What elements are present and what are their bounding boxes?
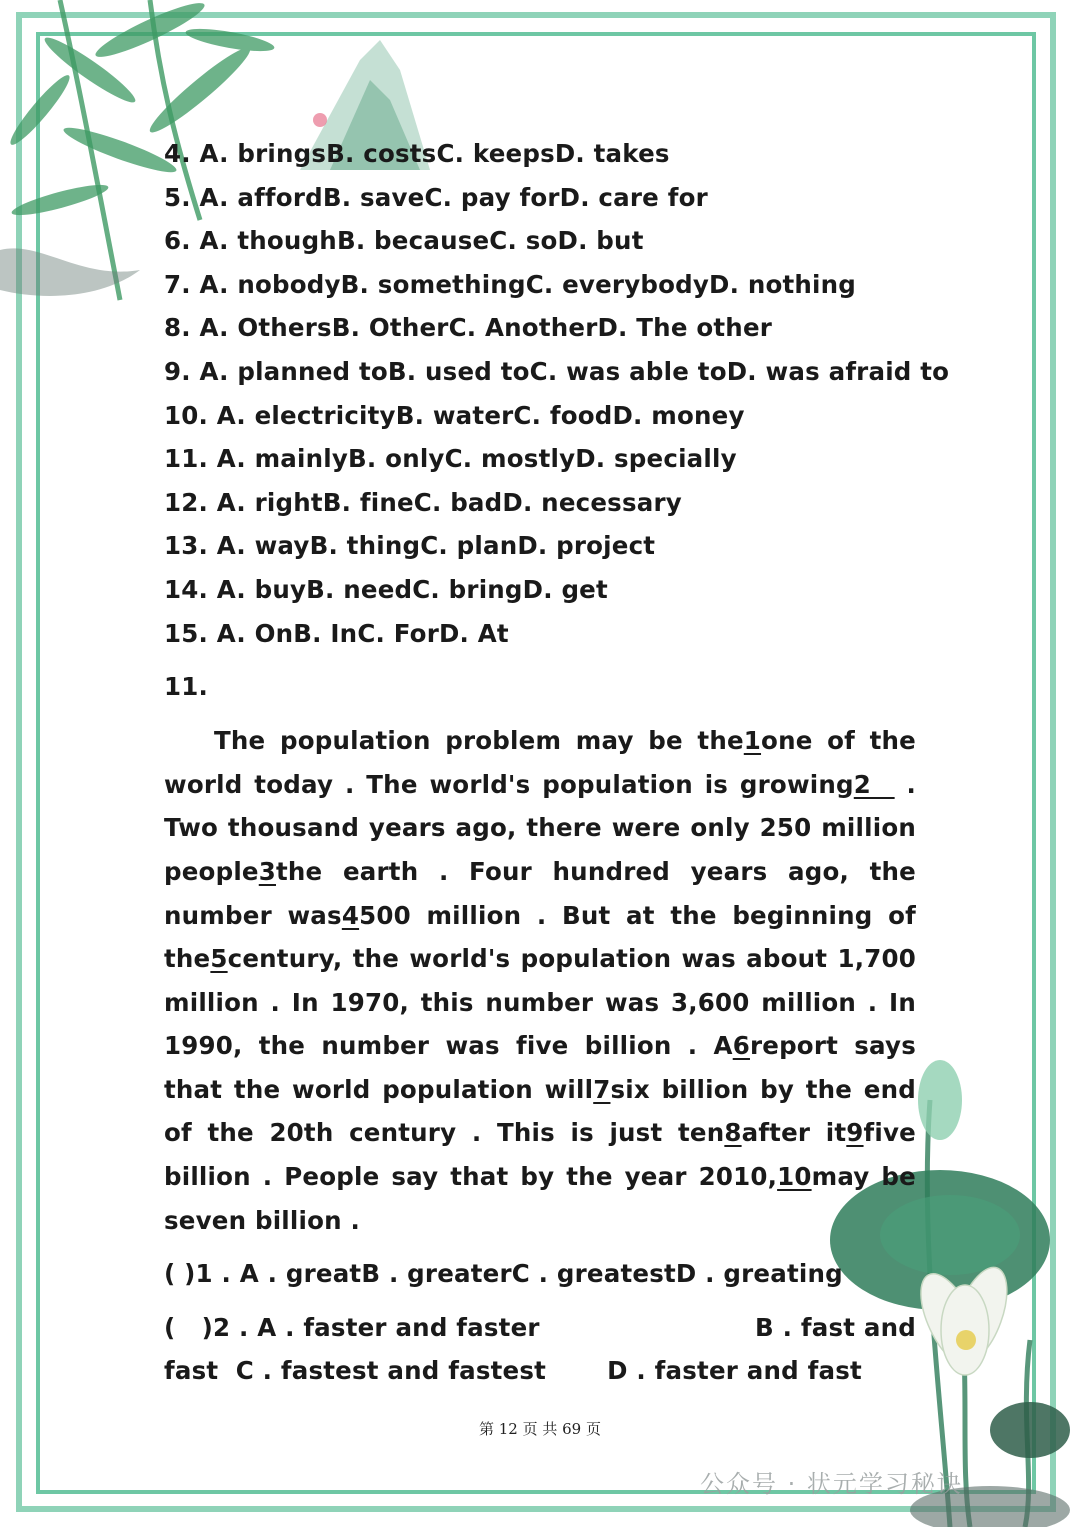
question-2-right: B . fast and <box>755 1312 916 1342</box>
passage-text: report says that the world population will <box>164 1031 916 1104</box>
blank-9: 9 <box>846 1118 864 1148</box>
option-line: 15. A. OnB. InC. ForD. At <box>164 618 509 648</box>
option-line: 10. A. electricityB. waterC. foodD. money <box>164 400 745 430</box>
blank-10: 10 <box>777 1162 812 1192</box>
option-line: 4. A. bringsB. costsC. keepsD. takes <box>164 139 670 168</box>
watermark: 公众号 · 状元学习秘诀 <box>700 1470 963 1498</box>
passage-text: . Two thousand years ago, there were only 250 million people <box>164 769 916 886</box>
option-line: 12. A. rightB. fineC. badD. necessary <box>164 487 682 517</box>
passage-text: five billion . People say that by the year 2010, <box>164 1118 916 1192</box>
question-number: 11. <box>164 672 209 702</box>
option-line: 5. A. affordB. saveC. pay forD. care for <box>164 182 708 212</box>
option-line: 8. A. OthersB. OtherC. AnotherD. The other <box>164 313 773 343</box>
option-line: 11. A. mainlyB. onlyC. mostlyD. specially <box>164 444 737 474</box>
cloze-passage <box>164 719 916 1242</box>
question-1: ( )1 . A . greatB . greaterC . greatestD . greating <box>164 1259 843 1289</box>
passage-text: century, the world's population was about 1,700 million . In 1970, this number was 3,600 million . In 1990, the number was five billion . A <box>164 944 916 1061</box>
blank-8: 8 <box>724 1118 742 1148</box>
passage-text: after it <box>741 1118 847 1148</box>
option-line: 13. A. wayB. thingC. planD. project <box>164 531 656 561</box>
question-2-line2: fast C . fastest and fastest D . faster and fast <box>164 1356 862 1386</box>
page-footer: 第 12 页 共 69 页 <box>478 1420 601 1438</box>
blank-4: 4 <box>341 900 360 930</box>
question-2-left: ( )2 . A . faster and faster <box>164 1312 540 1342</box>
page-content <box>164 132 950 1393</box>
blank-5: 5 <box>210 944 228 974</box>
blank-3: 3 <box>258 856 276 886</box>
blank-7: 7 <box>593 1074 611 1104</box>
option-line: 7. A. nobodyB. somethingC. everybodyD. nothing <box>164 269 857 299</box>
option-line: 6. A. thoughB. becauseC. soD. but <box>164 226 644 256</box>
passage-text: may be seven billion . <box>164 1162 916 1235</box>
blank-1: 1 <box>743 726 762 756</box>
blank-6: 6 <box>732 1031 750 1061</box>
passage-text: the earth . Four hundred years ago, the number was <box>164 856 916 930</box>
passage-text: The population problem may be the <box>214 726 744 756</box>
passage-text: 500 million . But at the beginning of the <box>164 900 916 974</box>
passage-text: one of the world today . The world's population is growing <box>164 726 916 799</box>
question-2 <box>164 1306 916 1393</box>
option-line: 14. A. buyB. needC. bringD. get <box>164 574 608 604</box>
option-line: 9. A. planned toB. used toC. was able toD. was afraid to <box>164 356 950 386</box>
blank-2: 2 <box>853 769 895 799</box>
option-list <box>164 132 950 655</box>
passage-text: six billion by the end of the 20th century . This is just ten <box>164 1074 916 1148</box>
